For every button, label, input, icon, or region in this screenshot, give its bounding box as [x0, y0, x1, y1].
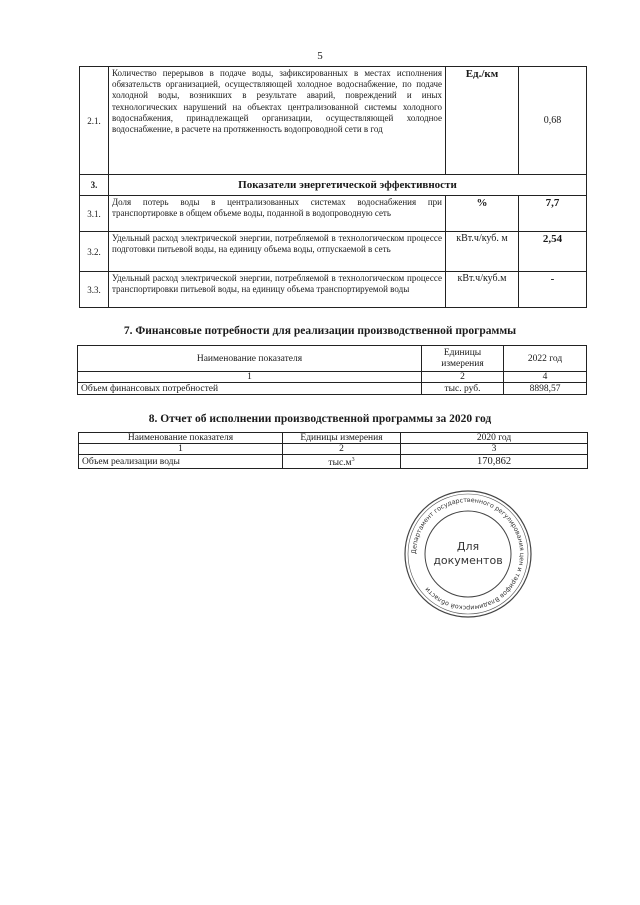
unit-text: тыс.м — [328, 458, 352, 469]
table-row — [79, 455, 588, 469]
indicator-unit: Ед./км — [446, 67, 519, 175]
unit-superscript: 3 — [351, 457, 355, 463]
table-row — [80, 232, 587, 272]
stamp-ring-text: Департамент государственного регулирования цен и тарифов Владимирской области — [410, 496, 526, 612]
indicator-unit: % — [446, 196, 519, 232]
indicator-unit: кВт.ч/куб.м — [446, 272, 519, 308]
indicator-name: Объем финансовых потребностей — [78, 383, 422, 395]
report-heading: 8. Отчет об исполнении производственной программы за 2020 год — [148, 413, 492, 425]
section-number: 3. — [80, 175, 109, 196]
stamp-center-line2: документов — [433, 554, 503, 567]
row-number: 3.3. — [80, 272, 109, 308]
indicator-unit: тыс. руб. — [422, 383, 504, 395]
table-header-row — [79, 433, 588, 444]
page-number: 5 — [317, 50, 323, 62]
section-title: Показатели энергетической эффективности — [109, 175, 587, 196]
row-number: 3.1. — [80, 196, 109, 232]
column-header: Единицы измерения — [283, 433, 401, 444]
indicator-value: 0,68 — [519, 67, 587, 175]
indicator-name: Удельный расход электрической энергии, потребляемой в технологическом процессе транспортировки питьевой воды, на единицу объема транспортируемой воды — [109, 272, 446, 308]
table-row — [80, 67, 587, 175]
table-row — [78, 383, 587, 395]
column-number: 4 — [504, 372, 587, 383]
finance-table — [77, 345, 587, 395]
table-row — [80, 272, 587, 308]
section-row — [80, 175, 587, 196]
document-stamp — [402, 488, 534, 620]
indicator-name: Объем реализации воды — [79, 455, 283, 469]
column-number: 1 — [79, 444, 283, 455]
indicator-unit: кВт.ч/куб. м — [446, 232, 519, 272]
indicators-table — [79, 66, 587, 308]
column-header: 2020 год — [401, 433, 588, 444]
row-number: 3.2. — [80, 232, 109, 272]
column-number: 3 — [401, 444, 588, 455]
indicator-value: 2,54 — [519, 232, 587, 272]
indicator-name: Доля потерь воды в централизованных системах водоснабжения при транспортировке в общем объеме воды, поданной в водопроводную сеть — [109, 196, 446, 232]
column-header: Наименование показателя — [78, 346, 422, 372]
row-number: 2.1. — [80, 67, 109, 175]
column-number: 2 — [422, 372, 504, 383]
column-header: Наименование показателя — [79, 433, 283, 444]
table-header-row — [78, 346, 587, 372]
indicator-name: Удельный расход электрической энергии, потребляемой в технологическом процессе подготовки питьевой воды, на единицу объема воды, отпускаемой в сеть — [109, 232, 446, 272]
indicator-value: 7,7 — [519, 196, 587, 232]
report-table — [78, 432, 588, 469]
indicator-value: 170,862 — [401, 455, 588, 469]
column-number-row — [79, 444, 588, 455]
indicator-value: - — [519, 272, 587, 308]
stamp-center-line1: Для — [456, 540, 480, 553]
finance-heading: 7. Финансовые потребности для реализации производственной программы — [123, 325, 517, 337]
column-number: 1 — [78, 372, 422, 383]
indicator-value: 8898,57 — [504, 383, 587, 395]
indicator-unit — [283, 455, 401, 469]
column-number: 2 — [283, 444, 401, 455]
column-header: 2022 год — [504, 346, 587, 372]
column-number-row — [78, 372, 587, 383]
column-header: Единицы измерения — [422, 346, 504, 372]
indicator-name: Количество перерывов в подаче воды, зафиксированных в местах исполнения обязательств организацией, осуществляющей холодное водоснабжение, по подаче холодной воды, возникших в результате аварий, повреждений и иных технологических нарушений на объектах централизованной системы холодного водоснабжения, принадлежащей организации, осуществляющей холодное водоснабжение, в расчете на протяженность водопроводной сети в год — [109, 67, 446, 175]
table-row — [80, 196, 587, 232]
